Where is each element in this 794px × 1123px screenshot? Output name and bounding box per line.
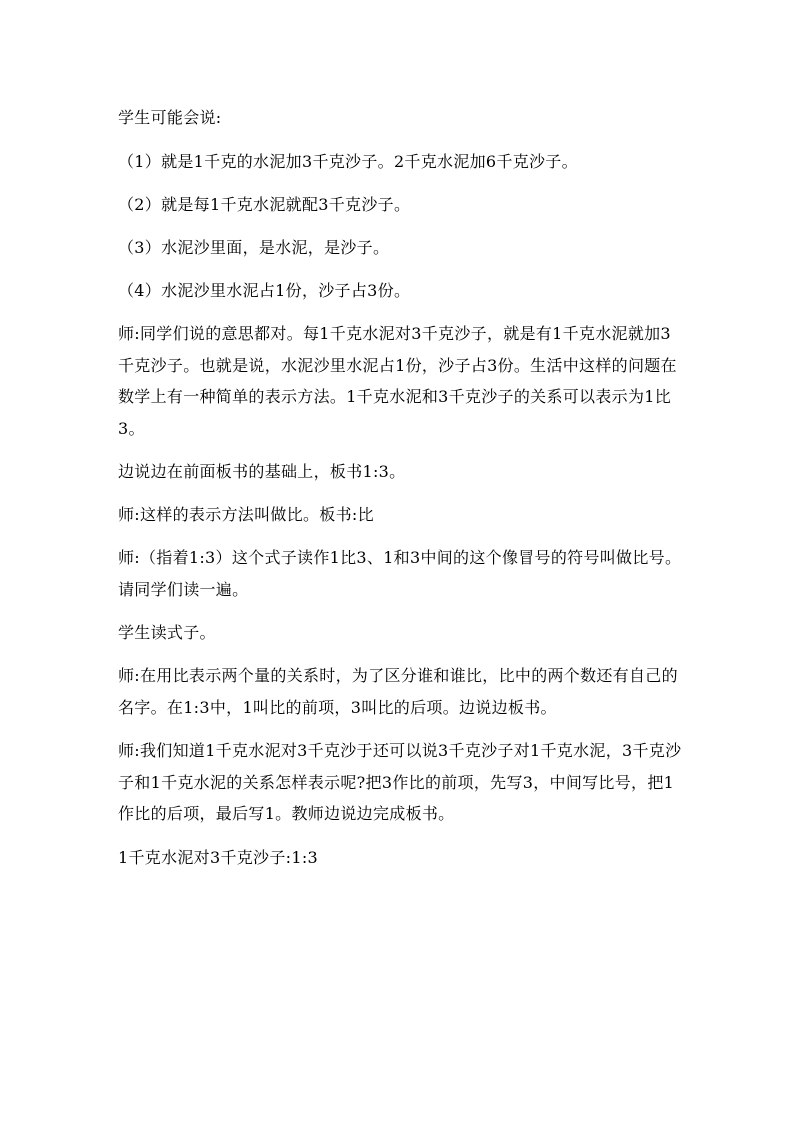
paragraph-answer-3: （3）水泥沙里面，是水泥，是沙子。 xyxy=(118,238,390,257)
paragraph-answer-1: （1）就是1千克的水泥加3千克沙子。2千克水泥加6千克沙子。 xyxy=(118,152,578,171)
document-body xyxy=(118,102,684,873)
paragraph-board-writing: 边说边在前面板书的基础上，板书1:3。 xyxy=(118,462,406,481)
paragraph-final-ratio: 1千克水泥对3千克沙子:1:3 xyxy=(118,847,319,867)
paragraph-ratio-name: 师:这样的表示方法叫做比。板书:比 xyxy=(118,505,374,524)
paragraph-reverse-ratio: 师:我们知道1千克水泥对3千克沙于还可以说3千克沙子对1千克水泥，3千克沙子和1千克水泥的关系怎样表示呢?把3作比的前项，先写3，中间写比号，把1作比的后项，最后写1。教师边说边完成板书。 xyxy=(118,741,682,823)
paragraph-student-intro: 学生可能会说: xyxy=(118,108,222,127)
paragraph-answer-4: （4）水泥沙里水泥占1份，沙子占3份。 xyxy=(118,281,411,300)
paragraph-students-read: 学生读式子。 xyxy=(118,623,216,642)
paragraph-terms: 师:在用比表示两个量的关系时，为了区分谁和谁比，比中的两个数还有自己的名字。在1:3中，1叫比的前项，3叫比的后项。边说边板书。 xyxy=(118,666,678,717)
paragraph-ratio-sign: 师:（指着1:3）这个式子读作1比3、1和3中间的这个像冒号的符号叫做比号。请同学们读一遍。 xyxy=(118,548,682,599)
paragraph-teacher-explanation: 师:同学们说的意思都对。每1千克水泥对3千克沙子，就是有1千克水泥就加3千克沙子。也就是说，水泥沙里水泥占1份，沙子占3份。生活中这样的问题在数学上有一种简单的表示方法。1千克水泥和3千克沙子的关系可以表示为1比3。 xyxy=(118,324,677,438)
paragraph-answer-2: （2）就是每1千克水泥就配3千克沙子。 xyxy=(118,195,411,214)
